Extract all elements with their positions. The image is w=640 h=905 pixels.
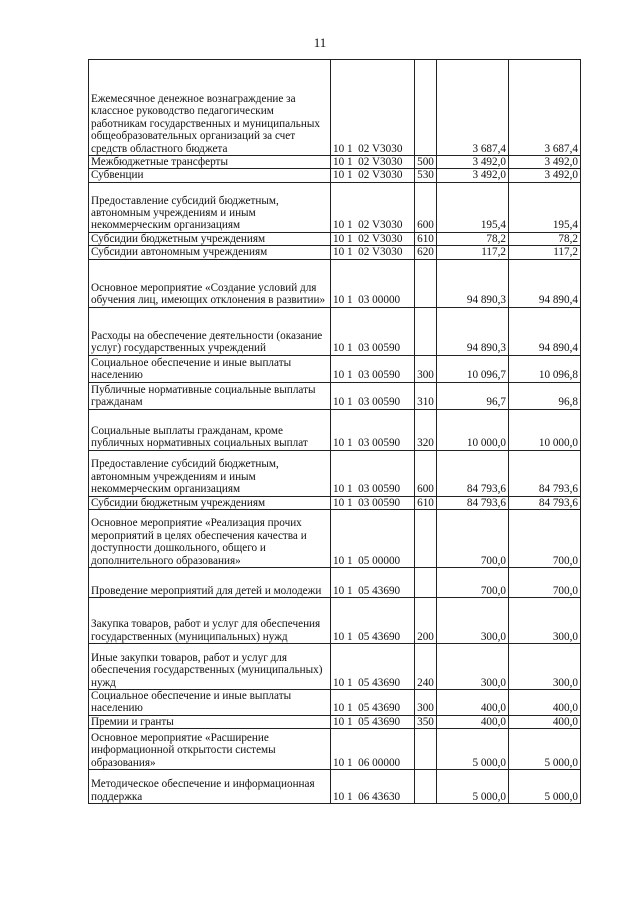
row-value-2-cell: 400,0 <box>509 715 581 728</box>
table-row <box>89 60 581 156</box>
table-row <box>89 246 581 259</box>
row-code-cell: 10 1 02 V3030 <box>331 246 415 259</box>
row-value-2-cell: 700,0 <box>509 568 581 598</box>
row-value-2-cell: 3 687,4 <box>509 60 581 156</box>
row-name-cell: Методическое обеспечение и информационная поддержка <box>89 770 331 804</box>
row-value-1-cell: 3 492,0 <box>437 156 509 169</box>
table-row <box>89 496 581 509</box>
row-code-cell: 10 1 03 00590 <box>331 307 415 355</box>
row-type-cell <box>415 770 437 804</box>
row-name-cell: Основное мероприятие «Расширение информационной открытости системы образования» <box>89 729 331 770</box>
row-value-1-cell: 400,0 <box>437 690 509 716</box>
row-value-1-cell: 94 890,3 <box>437 307 509 355</box>
row-value-2-cell: 94 890,4 <box>509 307 581 355</box>
row-name-cell: Основное мероприятие «Создание условий для обучения лиц, имеющих отклонения в развитии» <box>89 259 331 307</box>
table-row <box>89 568 581 598</box>
row-type-cell <box>415 307 437 355</box>
row-value-1-cell: 300,0 <box>437 598 509 644</box>
row-code-cell: 10 1 02 V3030 <box>331 182 415 232</box>
row-value-1-cell: 400,0 <box>437 715 509 728</box>
table-row <box>89 355 581 382</box>
row-code-cell: 10 1 02 V3030 <box>331 156 415 169</box>
row-value-2-cell: 195,4 <box>509 182 581 232</box>
row-type-cell: 300 <box>415 690 437 716</box>
table-row <box>89 232 581 245</box>
row-name-cell: Предоставление субсидий бюджетным, автономным учреждениям и иным некоммерческим организациям <box>89 182 331 232</box>
row-name-cell: Иные закупки товаров, работ и услуг для обеспечения государственных (муниципальных) нужд <box>89 644 331 690</box>
row-type-cell: 600 <box>415 450 437 496</box>
table-row <box>89 409 581 450</box>
table-row <box>89 729 581 770</box>
row-code-cell: 10 1 03 00590 <box>331 382 415 409</box>
row-code-cell: 10 1 05 43690 <box>331 568 415 598</box>
row-value-2-cell: 5 000,0 <box>509 770 581 804</box>
row-code-cell: 10 1 05 43690 <box>331 690 415 716</box>
row-value-1-cell: 5 000,0 <box>437 729 509 770</box>
page-number: 11 <box>313 35 327 50</box>
row-value-2-cell: 84 793,6 <box>509 496 581 509</box>
table-row <box>89 259 581 307</box>
row-value-2-cell: 78,2 <box>509 232 581 245</box>
table-row <box>89 690 581 716</box>
row-code-cell: 10 1 03 00590 <box>331 496 415 509</box>
table-row <box>89 382 581 409</box>
row-name-cell: Межбюджетные трансферты <box>89 156 331 169</box>
row-name-cell: Проведение мероприятий для детей и молодежи <box>89 568 331 598</box>
row-type-cell: 300 <box>415 355 437 382</box>
row-name-cell: Социальные выплаты гражданам, кроме публичных нормативных социальных выплат <box>89 409 331 450</box>
row-type-cell <box>415 729 437 770</box>
row-value-1-cell: 195,4 <box>437 182 509 232</box>
row-name-cell: Закупка товаров, работ и услуг для обеспечения государственных (муниципальных) нужд <box>89 598 331 644</box>
row-name-cell: Субвенции <box>89 169 331 182</box>
table-row <box>89 770 581 804</box>
row-code-cell: 10 1 06 00000 <box>331 729 415 770</box>
row-value-1-cell: 3 492,0 <box>437 169 509 182</box>
row-name-cell: Социальное обеспечение и иные выплаты населению <box>89 690 331 716</box>
row-value-1-cell: 94 890,3 <box>437 259 509 307</box>
row-code-cell: 10 1 02 V3030 <box>331 169 415 182</box>
row-value-2-cell: 10 096,8 <box>509 355 581 382</box>
row-value-2-cell: 10 000,0 <box>509 409 581 450</box>
row-value-1-cell: 700,0 <box>437 510 509 568</box>
row-type-cell: 610 <box>415 232 437 245</box>
row-type-cell: 350 <box>415 715 437 728</box>
row-value-2-cell: 3 492,0 <box>509 156 581 169</box>
row-code-cell: 10 1 05 43690 <box>331 715 415 728</box>
row-code-cell: 10 1 05 43690 <box>331 644 415 690</box>
row-name-cell: Премии и гранты <box>89 715 331 728</box>
table-row <box>89 450 581 496</box>
table-row <box>89 182 581 232</box>
row-code-cell: 10 1 03 00590 <box>331 355 415 382</box>
row-value-2-cell: 96,8 <box>509 382 581 409</box>
row-value-2-cell: 5 000,0 <box>509 729 581 770</box>
row-value-2-cell: 300,0 <box>509 598 581 644</box>
row-value-2-cell: 94 890,4 <box>509 259 581 307</box>
row-type-cell: 200 <box>415 598 437 644</box>
row-code-cell: 10 1 06 43630 <box>331 770 415 804</box>
row-name-cell: Предоставление субсидий бюджетным, автономным учреждениям и иным некоммерческим организациям <box>89 450 331 496</box>
row-name-cell: Основное мероприятие «Реализация прочих мероприятий в целях обеспечения качества и доступности дошкольного, общего и дополнительного образования» <box>89 510 331 568</box>
row-name-cell: Субсидии автономным учреждениям <box>89 246 331 259</box>
row-type-cell: 530 <box>415 169 437 182</box>
table-row <box>89 510 581 568</box>
row-value-1-cell: 10 000,0 <box>437 409 509 450</box>
row-type-cell <box>415 510 437 568</box>
row-type-cell: 600 <box>415 182 437 232</box>
row-type-cell: 500 <box>415 156 437 169</box>
row-value-2-cell: 700,0 <box>509 510 581 568</box>
row-code-cell: 10 1 02 V3030 <box>331 232 415 245</box>
table-row <box>89 715 581 728</box>
row-value-1-cell: 5 000,0 <box>437 770 509 804</box>
row-type-cell <box>415 60 437 156</box>
row-type-cell: 610 <box>415 496 437 509</box>
budget-table-body <box>89 60 581 804</box>
row-type-cell: 620 <box>415 246 437 259</box>
row-name-cell: Расходы на обеспечение деятельности (оказание услуг) государственных учреждений <box>89 307 331 355</box>
row-type-cell <box>415 568 437 598</box>
row-type-cell <box>415 259 437 307</box>
budget-table <box>88 59 581 804</box>
row-value-1-cell: 300,0 <box>437 644 509 690</box>
row-code-cell: 10 1 03 00000 <box>331 259 415 307</box>
row-name-cell: Социальное обеспечение и иные выплаты населению <box>89 355 331 382</box>
row-type-cell: 320 <box>415 409 437 450</box>
row-value-1-cell: 78,2 <box>437 232 509 245</box>
row-name-cell: Субсидии бюджетным учреждениям <box>89 232 331 245</box>
row-name-cell: Публичные нормативные социальные выплаты гражданам <box>89 382 331 409</box>
row-value-1-cell: 3 687,4 <box>437 60 509 156</box>
table-row <box>89 156 581 169</box>
row-code-cell: 10 1 03 00590 <box>331 409 415 450</box>
row-value-1-cell: 84 793,6 <box>437 496 509 509</box>
row-value-2-cell: 117,2 <box>509 246 581 259</box>
row-value-1-cell: 84 793,6 <box>437 450 509 496</box>
row-code-cell: 10 1 05 43690 <box>331 598 415 644</box>
row-value-2-cell: 400,0 <box>509 690 581 716</box>
row-value-2-cell: 84 793,6 <box>509 450 581 496</box>
row-name-cell: Ежемесячное денежное вознаграждение за классное руководство педагогическим работникам государственных и муниципальных общеобразовательных организаций за счет средств областного бюджета <box>89 60 331 156</box>
row-value-1-cell: 117,2 <box>437 246 509 259</box>
row-value-2-cell: 3 492,0 <box>509 169 581 182</box>
table-row <box>89 169 581 182</box>
row-value-1-cell: 700,0 <box>437 568 509 598</box>
table-row <box>89 307 581 355</box>
row-code-cell: 10 1 03 00590 <box>331 450 415 496</box>
row-type-cell: 310 <box>415 382 437 409</box>
row-code-cell: 10 1 05 00000 <box>331 510 415 568</box>
row-name-cell: Субсидии бюджетным учреждениям <box>89 496 331 509</box>
table-row <box>89 598 581 644</box>
row-type-cell: 240 <box>415 644 437 690</box>
row-value-2-cell: 300,0 <box>509 644 581 690</box>
table-row <box>89 644 581 690</box>
row-value-1-cell: 96,7 <box>437 382 509 409</box>
row-code-cell: 10 1 02 V3030 <box>331 60 415 156</box>
row-value-1-cell: 10 096,7 <box>437 355 509 382</box>
